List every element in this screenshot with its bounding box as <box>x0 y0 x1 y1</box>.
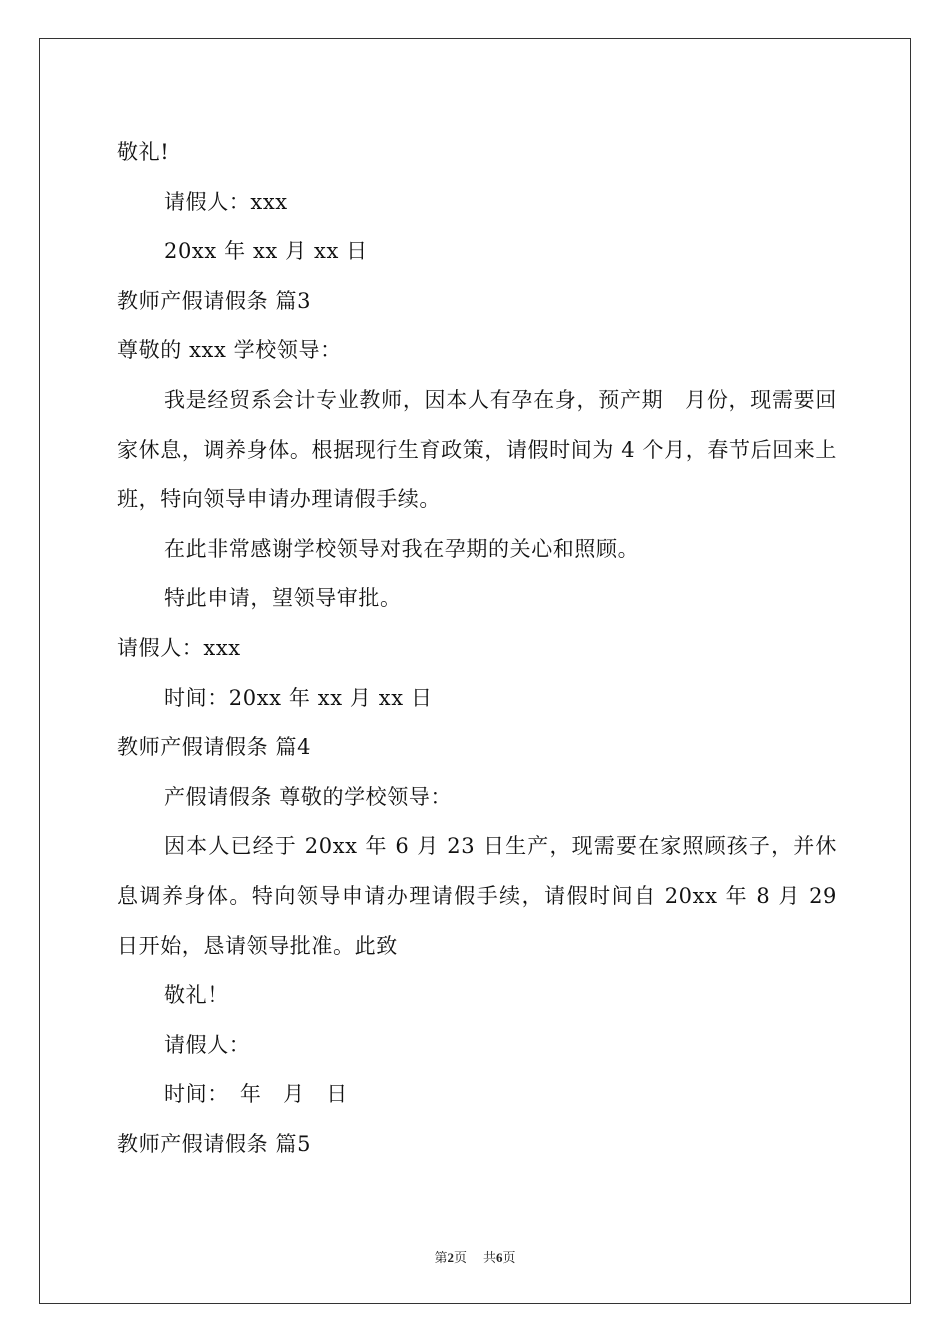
footer-current-page: 2 <box>447 1250 454 1265</box>
salutation: 尊敬的 xxx 学校领导： <box>117 338 342 363</box>
text-line: 特此申请，望领导审批。 <box>164 586 402 611</box>
section-heading: 教师产假请假条 篇3 <box>117 288 312 313</box>
text-line: 请假人：xxx <box>164 189 288 214</box>
text-line: 时间： 年 月 日 <box>164 1082 348 1107</box>
text-line: 请假人：xxx <box>117 635 241 660</box>
paragraph: 我是经贸系会计专业教师，因本人有孕在身，预产期 月份，现需要回家休息，调养身体。根据现行生育政策，请假时间为 4 个月，春节后回来上班，特向领导申请办理请假手续。 <box>117 387 837 512</box>
page-footer <box>0 1247 950 1266</box>
text-line: 敬礼! <box>117 140 170 164</box>
salutation: 产假请假条 尊敬的学校领导： <box>164 784 453 809</box>
text-line: 请假人： <box>164 1032 251 1057</box>
footer-prefix: 第 <box>434 1251 448 1266</box>
paragraph: 因本人已经于 20xx 年 6 月 23 日生产，现需要在家照顾孩子，并休息调养身体。特向领导申请办理请假手续，请假时间自 20xx 年 8 月 29 日开始，恳请领导批准。此致 <box>117 834 837 958</box>
section-heading: 教师产假请假条 篇5 <box>117 1131 312 1156</box>
text-line: 在此非常感谢学校领导对我在孕期的关心和照顾。 <box>164 536 640 561</box>
text-line: 20xx 年 xx 月 xx 日 <box>164 239 368 264</box>
footer-total-prefix: 共 <box>483 1251 497 1266</box>
document-body <box>117 128 837 1169</box>
footer-page-word: 页 <box>453 1251 467 1266</box>
text-line: 敬礼！ <box>164 983 229 1008</box>
section-heading: 教师产假请假条 篇4 <box>117 735 312 760</box>
text-line: 时间：20xx 年 xx 月 xx 日 <box>164 685 433 710</box>
footer-total-word: 页 <box>502 1251 516 1266</box>
footer-total-pages: 6 <box>496 1250 503 1265</box>
